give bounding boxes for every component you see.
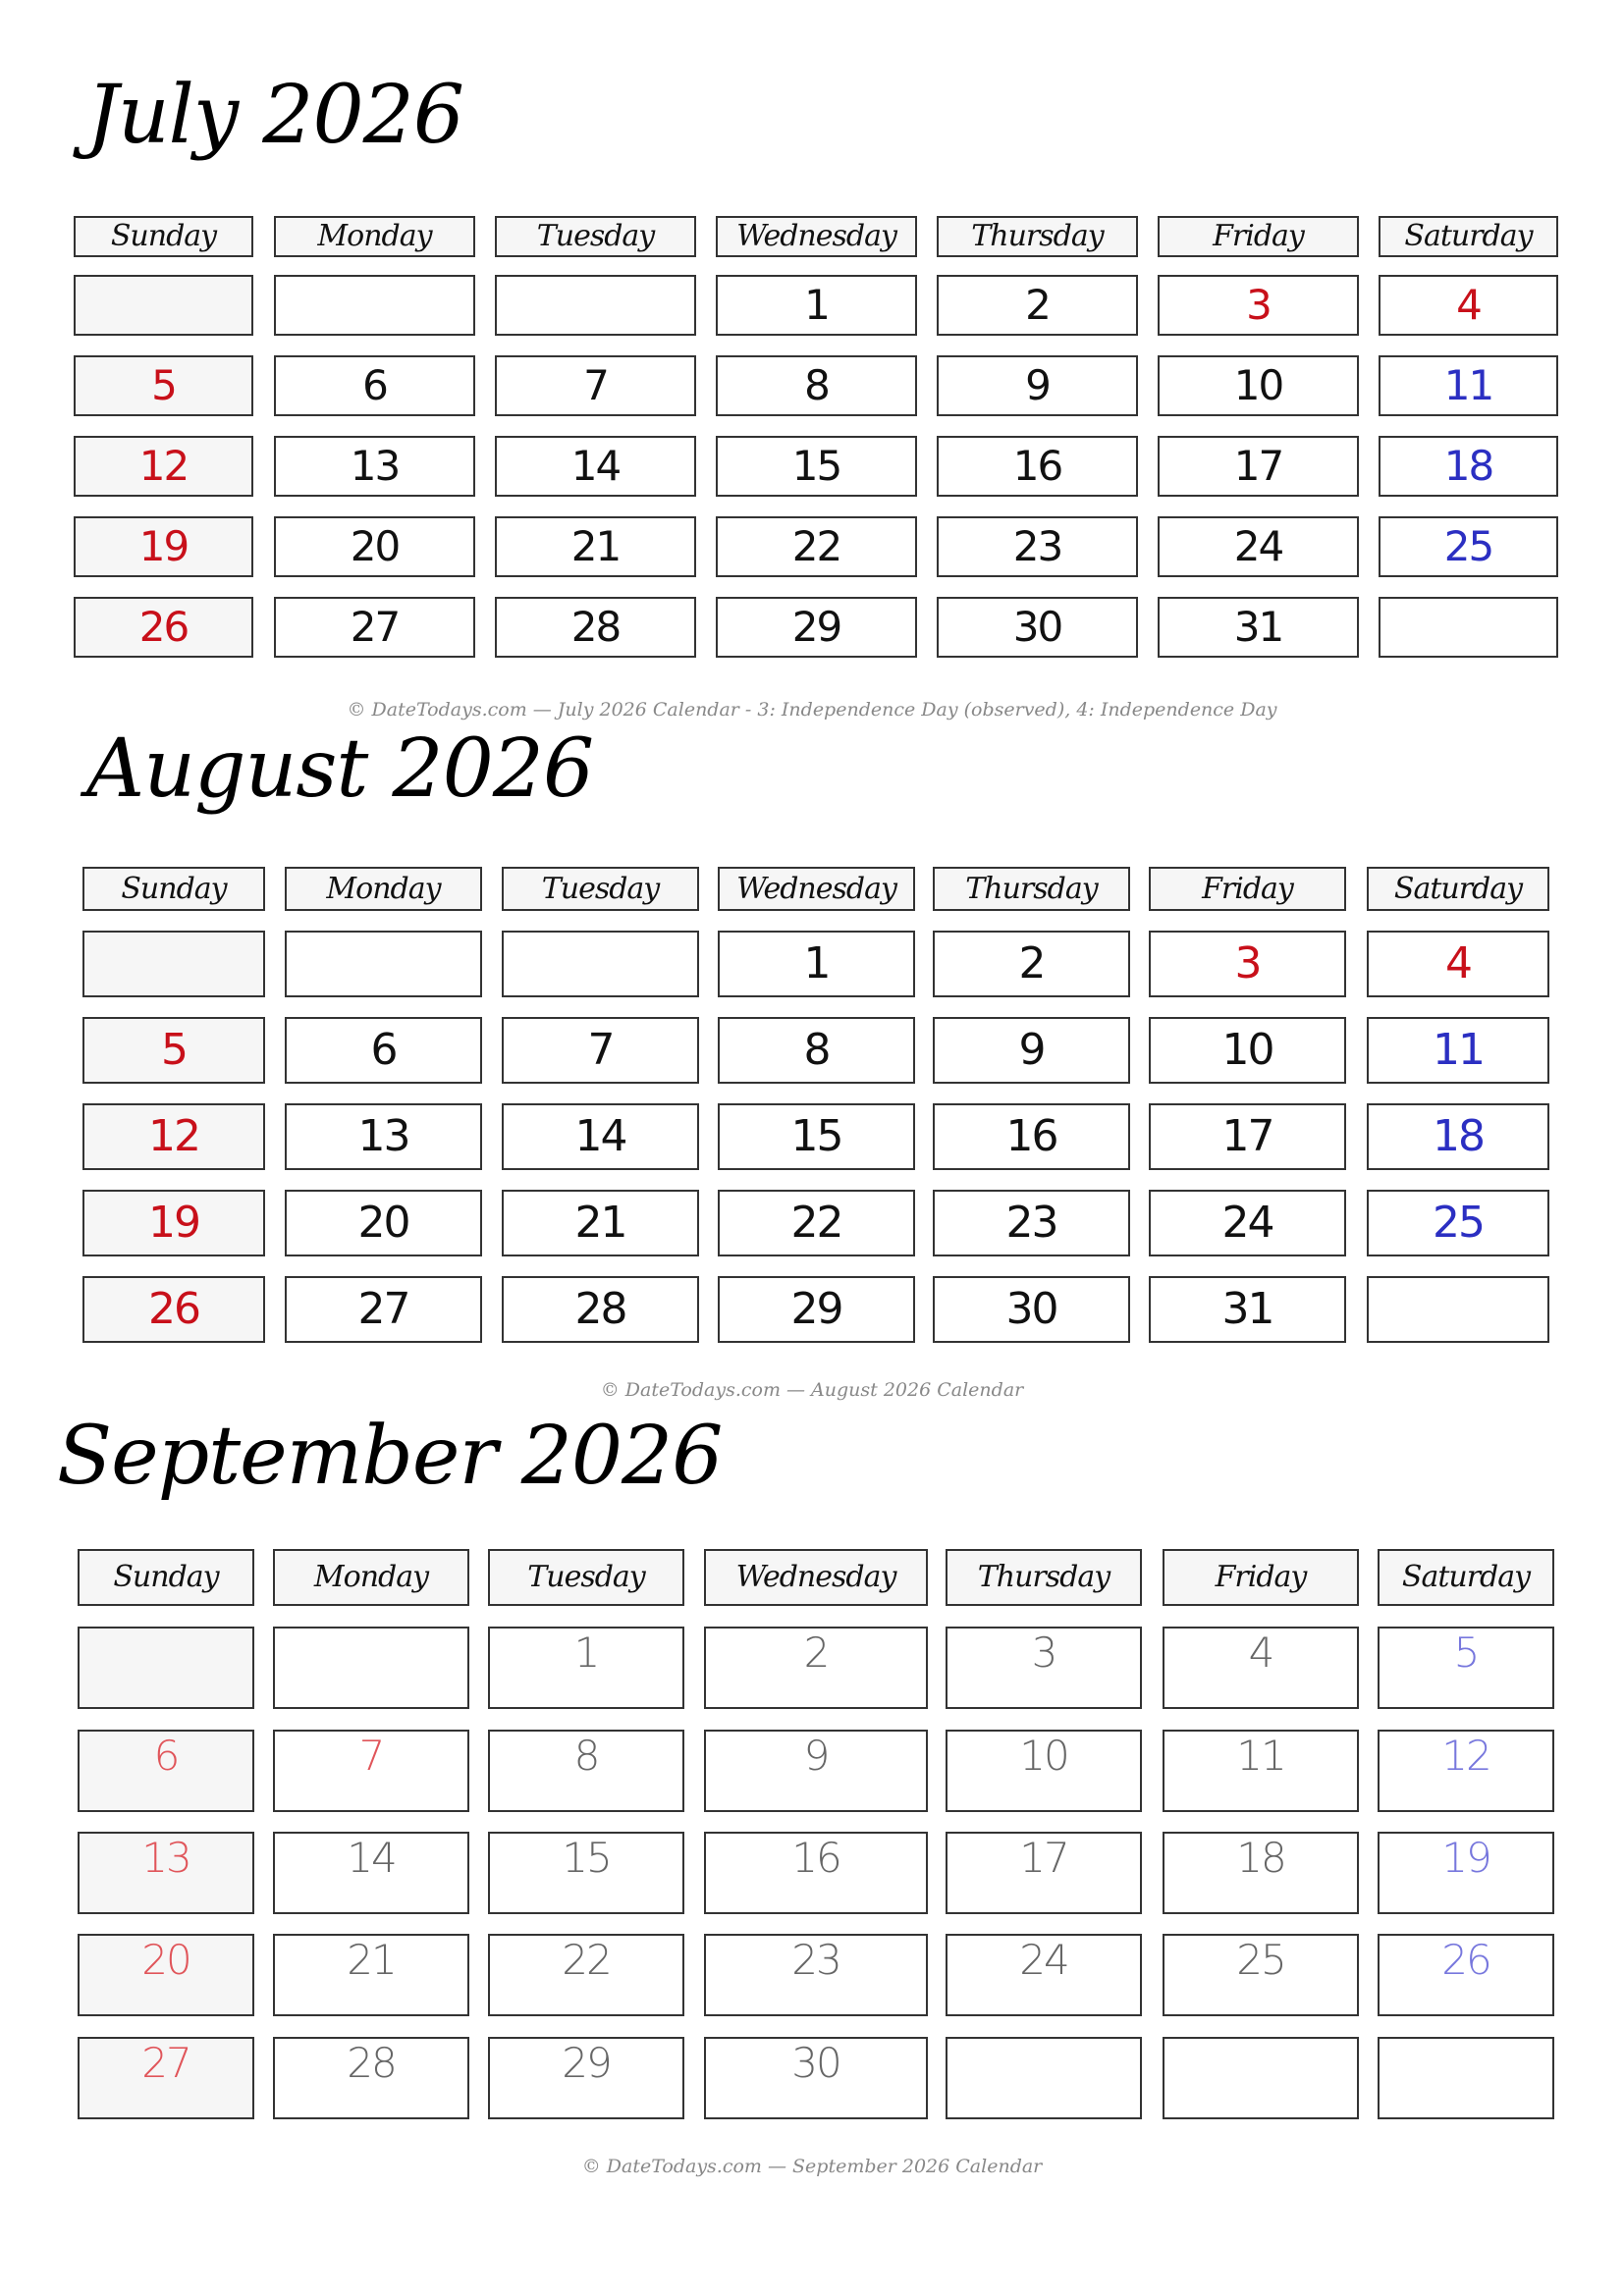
day-number: 12 <box>148 1111 199 1161</box>
day-number: 17 <box>1019 1834 1068 1882</box>
day-cell-21 <box>502 1190 699 1256</box>
day-cell-7 <box>273 1730 469 1812</box>
day-cell-7 <box>495 355 696 416</box>
day-cell-29 <box>718 1276 915 1343</box>
day-number: 16 <box>1005 1111 1057 1161</box>
day-cell-13 <box>285 1103 482 1170</box>
day-cell-20 <box>274 516 475 577</box>
day-number: 29 <box>791 603 841 651</box>
day-number: 27 <box>350 603 400 651</box>
empty-day-cell <box>1378 2037 1554 2119</box>
day-cell-8 <box>718 1017 915 1084</box>
empty-day-cell <box>82 931 265 997</box>
day-cell-12 <box>1378 1730 1554 1812</box>
day-number: 17 <box>1233 442 1283 490</box>
day-cell-17 <box>1149 1103 1346 1170</box>
day-cell-13 <box>274 436 475 497</box>
day-number: 21 <box>570 522 621 570</box>
day-cell-12 <box>82 1103 265 1170</box>
day-cell-5 <box>82 1017 265 1084</box>
day-cell-9 <box>704 1730 928 1812</box>
day-number: 10 <box>1019 1732 1068 1780</box>
day-cell-23 <box>937 516 1138 577</box>
day-number: 24 <box>1233 522 1283 570</box>
day-cell-3 <box>1149 931 1346 997</box>
day-cell-20 <box>78 1934 254 2016</box>
day-number: 13 <box>350 442 400 490</box>
day-number: 10 <box>1233 361 1283 409</box>
day-cell-27 <box>78 2037 254 2119</box>
weekday-header-thursday: Thursday <box>933 867 1130 911</box>
month-title: July 2026 <box>86 69 463 162</box>
day-cell-1 <box>718 931 915 997</box>
day-number: 18 <box>1443 442 1493 490</box>
day-number: 10 <box>1221 1025 1273 1075</box>
day-number: 19 <box>138 522 189 570</box>
day-number: 11 <box>1433 1025 1484 1075</box>
weekday-header-tuesday: Tuesday <box>488 1549 684 1606</box>
day-cell-25 <box>1379 516 1558 577</box>
weekday-header-sunday: Sunday <box>82 867 265 911</box>
day-number: 23 <box>791 1936 840 1984</box>
day-cell-16 <box>704 1832 928 1914</box>
empty-day-cell <box>78 1627 254 1709</box>
day-cell-26 <box>74 597 253 658</box>
day-number: 8 <box>573 1732 599 1780</box>
day-cell-23 <box>933 1190 1130 1256</box>
day-number: 24 <box>1221 1198 1273 1248</box>
day-cell-30 <box>704 2037 928 2119</box>
day-number: 27 <box>357 1284 409 1334</box>
day-cell-10 <box>946 1730 1142 1812</box>
day-number: 30 <box>1005 1284 1057 1334</box>
day-number: 28 <box>347 2039 396 2087</box>
day-cell-4 <box>1367 931 1549 997</box>
day-cell-2 <box>704 1627 928 1709</box>
day-cell-8 <box>488 1730 684 1812</box>
day-number: 31 <box>1233 603 1283 651</box>
empty-day-cell <box>1163 2037 1359 2119</box>
day-number: 29 <box>790 1284 842 1334</box>
day-number: 22 <box>790 1198 842 1248</box>
day-number: 28 <box>574 1284 626 1334</box>
day-number: 5 <box>161 1025 187 1075</box>
day-number: 19 <box>1441 1834 1490 1882</box>
weekday-header-friday: Friday <box>1163 1549 1359 1606</box>
day-cell-27 <box>285 1276 482 1343</box>
day-number: 1 <box>804 281 829 329</box>
day-cell-24 <box>1158 516 1359 577</box>
weekday-header-wednesday: Wednesday <box>704 1549 928 1606</box>
weekday-header-saturday: Saturday <box>1379 216 1558 257</box>
day-cell-19 <box>82 1190 265 1256</box>
day-number: 7 <box>583 361 608 409</box>
day-number: 12 <box>1441 1732 1490 1780</box>
day-number: 3 <box>1031 1629 1056 1677</box>
day-number: 15 <box>562 1834 611 1882</box>
day-number: 11 <box>1236 1732 1285 1780</box>
month-title: August 2026 <box>86 722 594 816</box>
day-cell-17 <box>946 1832 1142 1914</box>
day-number: 19 <box>148 1198 199 1248</box>
day-number: 8 <box>804 361 829 409</box>
day-number: 20 <box>141 1936 190 1984</box>
weekday-header-saturday: Saturday <box>1378 1549 1554 1606</box>
weekday-header-friday: Friday <box>1158 216 1359 257</box>
weekday-header-monday: Monday <box>273 1549 469 1606</box>
day-cell-25 <box>1367 1190 1549 1256</box>
day-number: 24 <box>1019 1936 1068 1984</box>
day-cell-16 <box>937 436 1138 497</box>
day-cell-15 <box>718 1103 915 1170</box>
day-cell-10 <box>1158 355 1359 416</box>
day-cell-18 <box>1367 1103 1549 1170</box>
day-number: 18 <box>1433 1111 1484 1161</box>
day-number: 11 <box>1443 361 1493 409</box>
weekday-header-friday: Friday <box>1149 867 1346 911</box>
day-cell-16 <box>933 1103 1130 1170</box>
day-number: 20 <box>357 1198 409 1248</box>
day-cell-15 <box>716 436 917 497</box>
day-number: 18 <box>1236 1834 1285 1882</box>
day-number: 21 <box>574 1198 626 1248</box>
day-number: 2 <box>1018 938 1045 988</box>
day-cell-30 <box>933 1276 1130 1343</box>
day-cell-21 <box>495 516 696 577</box>
day-cell-14 <box>495 436 696 497</box>
day-number: 20 <box>350 522 400 570</box>
weekday-header-wednesday: Wednesday <box>718 867 915 911</box>
day-cell-11 <box>1367 1017 1549 1084</box>
day-number: 13 <box>141 1834 190 1882</box>
empty-day-cell <box>946 2037 1142 2119</box>
day-number: 14 <box>574 1111 626 1161</box>
day-cell-14 <box>502 1103 699 1170</box>
day-cell-12 <box>74 436 253 497</box>
day-cell-19 <box>1378 1832 1554 1914</box>
empty-day-cell <box>1367 1276 1549 1343</box>
empty-day-cell <box>502 931 699 997</box>
day-number: 16 <box>1012 442 1062 490</box>
day-cell-3 <box>946 1627 1142 1709</box>
day-cell-9 <box>933 1017 1130 1084</box>
day-cell-18 <box>1379 436 1558 497</box>
day-cell-14 <box>273 1832 469 1914</box>
day-cell-31 <box>1149 1276 1346 1343</box>
day-cell-24 <box>946 1934 1142 2016</box>
day-number: 15 <box>791 442 841 490</box>
day-cell-3 <box>1158 275 1359 336</box>
empty-day-cell <box>1379 597 1558 658</box>
weekday-header-monday: Monday <box>274 216 475 257</box>
day-cell-28 <box>502 1276 699 1343</box>
day-cell-27 <box>274 597 475 658</box>
empty-day-cell <box>74 275 253 336</box>
day-cell-10 <box>1149 1017 1346 1084</box>
day-number: 9 <box>803 1732 829 1780</box>
day-cell-2 <box>933 931 1130 997</box>
day-cell-17 <box>1158 436 1359 497</box>
day-number: 23 <box>1012 522 1062 570</box>
weekday-header-monday: Monday <box>285 867 482 911</box>
day-number: 9 <box>1018 1025 1045 1075</box>
day-number: 3 <box>1246 281 1271 329</box>
day-cell-30 <box>937 597 1138 658</box>
day-number: 26 <box>148 1284 199 1334</box>
day-number: 3 <box>1234 938 1261 988</box>
day-number: 13 <box>357 1111 409 1161</box>
day-cell-22 <box>716 516 917 577</box>
day-cell-6 <box>274 355 475 416</box>
day-number: 22 <box>562 1936 611 1984</box>
weekday-header-thursday: Thursday <box>946 1549 1142 1606</box>
day-cell-21 <box>273 1934 469 2016</box>
day-number: 16 <box>791 1834 840 1882</box>
day-cell-6 <box>78 1730 254 1812</box>
day-cell-22 <box>718 1190 915 1256</box>
day-number: 25 <box>1443 522 1493 570</box>
day-cell-4 <box>1163 1627 1359 1709</box>
day-cell-22 <box>488 1934 684 2016</box>
day-number: 17 <box>1221 1111 1273 1161</box>
month-title: September 2026 <box>57 1410 723 1503</box>
day-number: 12 <box>138 442 189 490</box>
day-number: 4 <box>1456 281 1481 329</box>
day-number: 26 <box>138 603 189 651</box>
day-number: 28 <box>570 603 621 651</box>
day-cell-7 <box>502 1017 699 1084</box>
day-cell-15 <box>488 1832 684 1914</box>
day-number: 31 <box>1221 1284 1273 1334</box>
day-number: 21 <box>347 1936 396 1984</box>
weekday-header-tuesday: Tuesday <box>502 867 699 911</box>
day-number: 14 <box>347 1834 396 1882</box>
calendar-footer-credit: © DateTodays.com — August 2026 Calendar <box>600 1379 1024 1401</box>
day-cell-31 <box>1158 597 1359 658</box>
weekday-header-sunday: Sunday <box>74 216 253 257</box>
day-cell-11 <box>1163 1730 1359 1812</box>
day-number: 7 <box>587 1025 614 1075</box>
weekday-header-sunday: Sunday <box>78 1549 254 1606</box>
day-number: 30 <box>791 2039 840 2087</box>
day-number: 1 <box>803 938 830 988</box>
day-cell-18 <box>1163 1832 1359 1914</box>
empty-day-cell <box>274 275 475 336</box>
day-number: 26 <box>1441 1936 1490 1984</box>
day-cell-8 <box>716 355 917 416</box>
day-number: 6 <box>362 361 387 409</box>
day-number: 9 <box>1025 361 1050 409</box>
day-number: 4 <box>1445 938 1471 988</box>
empty-day-cell <box>273 1627 469 1709</box>
empty-day-cell <box>495 275 696 336</box>
day-cell-26 <box>82 1276 265 1343</box>
day-cell-20 <box>285 1190 482 1256</box>
day-number: 5 <box>1453 1629 1479 1677</box>
day-number: 6 <box>153 1732 179 1780</box>
weekday-header-wednesday: Wednesday <box>716 216 917 257</box>
day-number: 5 <box>151 361 176 409</box>
day-cell-29 <box>716 597 917 658</box>
day-number: 25 <box>1433 1198 1484 1248</box>
day-number: 29 <box>562 2039 611 2087</box>
day-cell-9 <box>937 355 1138 416</box>
day-number: 22 <box>791 522 841 570</box>
day-number: 4 <box>1248 1629 1273 1677</box>
day-cell-6 <box>285 1017 482 1084</box>
day-cell-1 <box>488 1627 684 1709</box>
day-number: 23 <box>1005 1198 1057 1248</box>
day-cell-5 <box>1378 1627 1554 1709</box>
day-cell-11 <box>1379 355 1558 416</box>
day-cell-5 <box>74 355 253 416</box>
weekday-header-saturday: Saturday <box>1367 867 1549 911</box>
day-cell-19 <box>74 516 253 577</box>
day-number: 2 <box>803 1629 829 1677</box>
day-cell-13 <box>78 1832 254 1914</box>
day-number: 7 <box>358 1732 384 1780</box>
day-cell-4 <box>1379 275 1558 336</box>
empty-day-cell <box>285 931 482 997</box>
day-cell-29 <box>488 2037 684 2119</box>
calendar-footer-credit: © DateTodays.com — September 2026 Calendar <box>581 2156 1043 2177</box>
day-number: 25 <box>1236 1936 1285 1984</box>
weekday-header-thursday: Thursday <box>937 216 1138 257</box>
day-cell-25 <box>1163 1934 1359 2016</box>
day-number: 27 <box>141 2039 190 2087</box>
day-cell-28 <box>495 597 696 658</box>
day-cell-24 <box>1149 1190 1346 1256</box>
day-cell-1 <box>716 275 917 336</box>
day-number: 1 <box>573 1629 599 1677</box>
day-number: 14 <box>570 442 621 490</box>
day-cell-23 <box>704 1934 928 2016</box>
day-number: 30 <box>1012 603 1062 651</box>
day-number: 8 <box>803 1025 830 1075</box>
day-cell-26 <box>1378 1934 1554 2016</box>
day-cell-28 <box>273 2037 469 2119</box>
day-cell-2 <box>937 275 1138 336</box>
day-number: 2 <box>1025 281 1050 329</box>
day-number: 6 <box>370 1025 397 1075</box>
day-number: 15 <box>790 1111 842 1161</box>
weekday-header-tuesday: Tuesday <box>495 216 696 257</box>
calendar-footer-credit: © DateTodays.com — July 2026 Calendar - 3: Independence Day (observed), 4: Independence Day <box>347 699 1277 721</box>
